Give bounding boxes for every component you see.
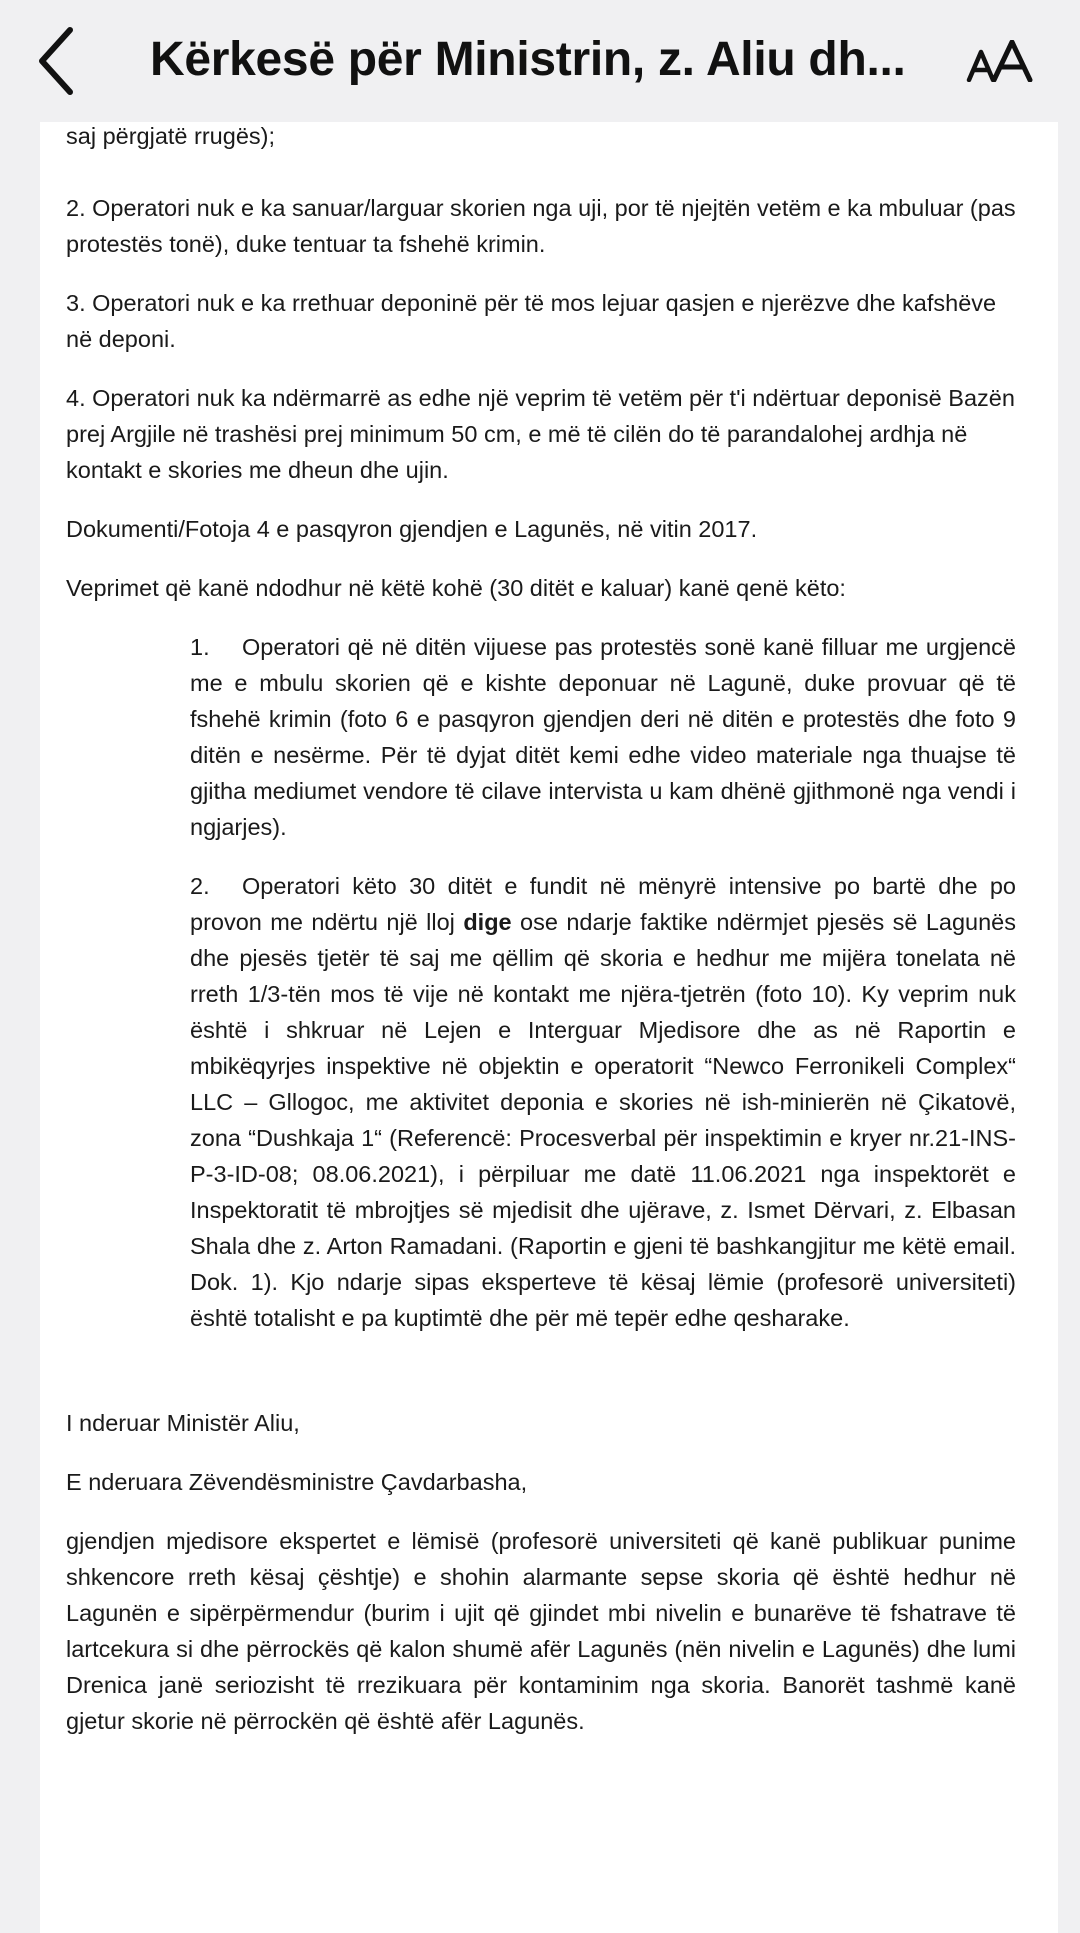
list-number: 1. xyxy=(190,634,210,660)
list-text-start: Operatori këto 30 ditët e fundit në mënyrë intensive po bartë dhe po provon me ndërtu një lloj xyxy=(190,873,1016,935)
list-number: 2. xyxy=(190,873,210,899)
doc-photo-note: Dokumenti/Fotoja 4 e pasqyron gjendjen e Lagunës, në vitin 2017. xyxy=(66,516,758,542)
point-4: 4. Operatori nuk ka ndërmarrë as edhe një veprim të vetëm për t'i ndërtuar deponisë Bazën prej Argjile në trashësi prej minimum 50 cm, e më të cilën do të parandalohej ardhja në kontakt e skories me dheun dhe ujin. xyxy=(66,385,1015,483)
point-2: 2. Operatori nuk e ka sanuar/larguar skorien nga uji, por të njejtën vetëm e ka mbuluar (pas protestës tonë), duke tentuar ta fshehë krimin. xyxy=(66,195,1016,257)
salutation-minister: I nderuar Ministër Aliu, xyxy=(66,1410,300,1436)
partial-line: saj përgjatë rrugës); xyxy=(66,123,275,149)
font-size-button[interactable] xyxy=(966,40,1036,82)
list-text: Operatori që në ditën vijuese pas protestës sonë kanë filluar me urgjencë me e mbulu skorien që e kishte deponuar në Lagunë, duke provuar që të fshehë krimin (foto 6 e pasqyron gjendjen deri në ditën e protestës dhe foto 9 ditën e nesërme. Për të dyjat ditët kemi edhe video materiale nga thuajse të gjitha mediumet vendore të cilave intervista u kam dhënë gjithmonë nga vendi i ngjarjes). xyxy=(190,634,1016,840)
point-3: 3. Operatori nuk e ka rrethuar deponinë për të mos lejuar qasjen e njerëzve dhe kafshëve në deponi. xyxy=(66,290,997,352)
closing-paragraph: gjendjen mjedisore ekspertet e lëmisë (profesorë universiteti që kanë publikuar punime shkencore rreth kësaj çështje) e shohin alarmante sepse skoria që është hedhur në Lagunën e sipërpërmendur (burim i ujit që gjindet mbi nivelin e bunarëve të fshatrave të lartcekura si dhe përrockës që kalon shumë afër Lagunës (nën nivelin e Lagunës) dhe lumi Drenica janë seriozisht të rrezikuara për kontaminim nga skoria. Banorët tashmë kanë gjetur skorie në përrockën që është afër Lagunës. xyxy=(66,1528,1016,1734)
chevron-left-icon xyxy=(30,22,90,100)
page-title: Kërkesë për Ministrin, z. Aliu dh... xyxy=(150,33,906,86)
list-item xyxy=(190,629,1016,845)
actions-list xyxy=(190,629,1016,1336)
back-button[interactable] xyxy=(30,22,90,100)
spacer xyxy=(66,1359,1016,1405)
salutation-deputy: E nderuara Zëvendësministre Çavdarbasha, xyxy=(66,1469,528,1495)
bold-term: dige xyxy=(463,909,512,935)
article-body xyxy=(66,118,1016,1762)
list-text-end: ose ndarje faktike ndërmjet pjesës së Lagunës dhe pjesës tjetër të saj me qëllim që skoria e hedhur me mijëra tonelata në rreth 1/3-tën mos të vije në kontakt me njëra-tjetrën (foto 10). Ky veprim nuk është i shkruar në Lejen e Interguar Mjedisore dhe as në Raportin e mbikëqyrjes inspektive në objektin e operatorit “Newco Ferronikeli Complex“ LLC – Gllogoc, me aktivitet deponia e skories në ish-minierën në Çikatovë, zona “Dushkaja 1“ (Referencë: Procesverbal për inspektimin e kryer nr.21-INS-P-3-ID-08; 08.06.2021), i përpiluar me datë 11.06.2021 nga inspektorët e Inspektoratit të mbrojtjes së mjedisit dhe ujërave, z. Ismet Dërvari, z. Elbasan Shala dhe z. Arton Ramadani. (Raportin e gjeni të bashkangjitur me këtë email. Dok. 1). Kjo ndarje sipas eksperteve të kësaj lëmie (profesorë universiteti) është totalisht e pa kuptimtë dhe për më tepër edhe qesharake. xyxy=(190,909,1017,1331)
list-item xyxy=(190,868,1016,1336)
top-bar xyxy=(0,0,1080,122)
actions-intro: Veprimet që kanë ndodhur në këtë kohë (30 ditët e kaluar) kanë qenë këto: xyxy=(66,575,846,601)
text-size-icon xyxy=(966,40,1036,82)
